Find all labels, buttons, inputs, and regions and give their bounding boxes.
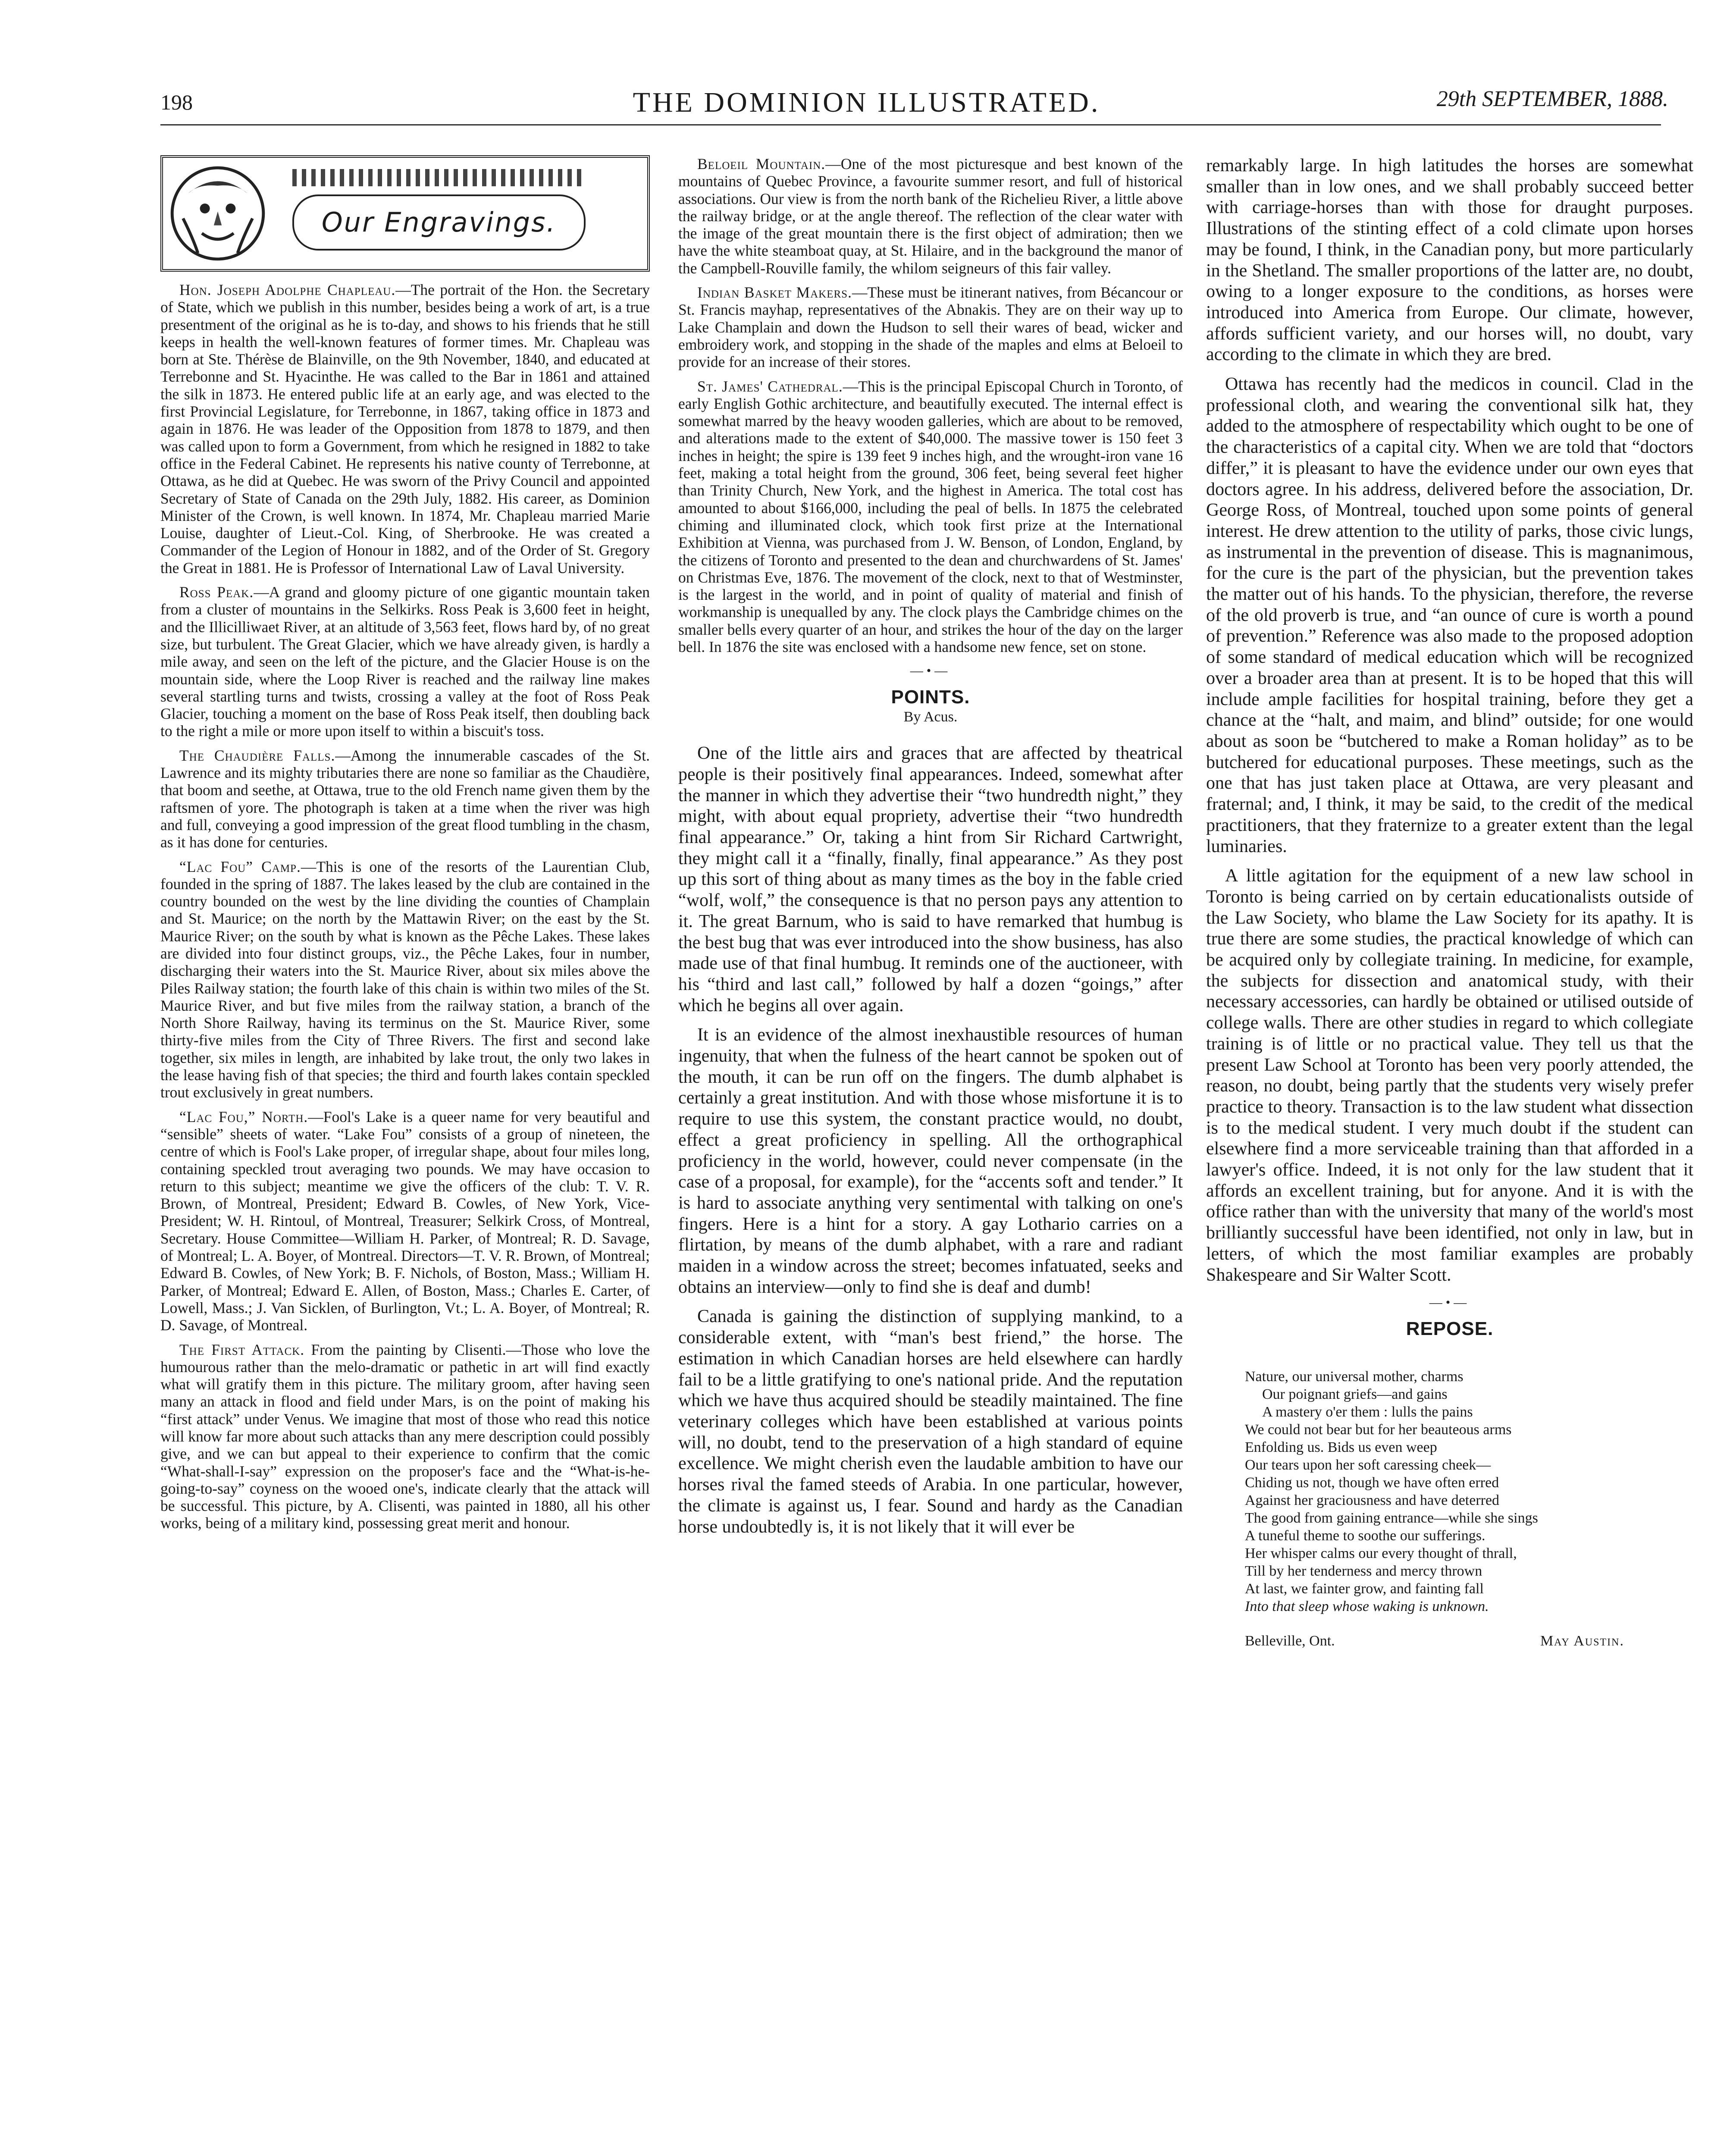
article-ross-peak [160, 583, 650, 740]
section-title-engravings: Our Engravings. [321, 206, 557, 238]
article-text: —These must be itinerant natives, from Bécancour or St. Francis mayhap, representatives of the Abnakis. They are on their way up to Lake Champlain and down the Hudson to sell their wares of bead, wicker and embroidery work, and stopping in the shade of the maples and elms at Beloeil to provide for an increase of their stores. [678, 284, 1183, 371]
article-lead: Indian Basket Makers. [697, 284, 852, 301]
issue-date: 29th SEPTEMBER, 1888. [1436, 87, 1668, 111]
column-3 [1206, 155, 1693, 1650]
poem-line: Nature, our universal mother, charms [1245, 1368, 1463, 1385]
poem-line: Into that sleep whose waking is unknown. [1245, 1598, 1489, 1614]
article-first-attack [160, 1341, 650, 1532]
article-lead: Ross Peak. [179, 583, 254, 601]
points-paragraph: Canada is gaining the distinction of supplying mankind, to a considerable extent, with “man's best friend,” the horse. The estimation in which Canadian horses are held elsewhere can hardly fail to be a little gratifying to one's national pride. And the reputation which we have thus acquired should be steadily maintained. The fine veterinary colleges which have been established at various points will, no doubt, tend to the preservation of a high standard of equine excellence. We might cherish even the laudable ambition to have our horses rival the famed steeds of Arabia. In one particular, however, the climate is against us, I fear. Sound and hardy as the Canadian horse undoubtedly is, it is not likely that it will ever be [678, 1307, 1183, 1537]
article-lac-fou-camp [160, 858, 650, 1101]
article-chaudiere-falls [160, 747, 650, 851]
points-paragraph: One of the little airs and graces that are affected by theatrical people is their positively final appearances. Indeed, somewhat after the manner in which they advertise their “two hundredth night,” they might, with about equal propriety, advertise their “two hundredth final appearance.” Or, taking a hint from Sir Richard Cartwright, they might call it a “finally, finally, final appearance.” As they post up this sort of thing about as many times as the boy in the fable cried “wolf, wolf,” the consequence is that no person pays any attention to it. The great Barnum, who is said to have remarked that humbug is the best bug that was ever introduced into the show business, has also made use of that final humbug. It reminds one of the auctioneer, with his “third and last call,” followed by half a dozen “goings,” after which he begins all over again. [678, 743, 1183, 1015]
engravings-plaque [292, 194, 586, 251]
poem-line: Till by her tenderness and mercy thrown [1245, 1563, 1482, 1579]
poem-line: A mastery o'er them : lulls the pains [1262, 1404, 1473, 1420]
article-lac-fou-north [160, 1108, 650, 1334]
jester-face-icon [168, 164, 267, 263]
poem-footer [1245, 1633, 1624, 1650]
poem-line: Our tears upon her soft caressing cheek— [1245, 1457, 1491, 1473]
article-text: —This is one of the resorts of the Laurentian Club, founded in the spring of 1887. The lakes leased by the club are contained in the country bounded on the west by the line dividing the counties of Champlain and St. Maurice; on the north by the Mattawin River; on the east by the St. Maurice River; on the south by what is known as the Pêche Lakes. These lakes are divided into four distinct groups, viz., the Pêche Lakes, four in number, discharging their waters into the St. Maurice River, about six miles above the Piles Railway station; the fourth lake of this chain is within two miles of the St. Maurice River, and but five miles from the railway station, a branch of the North Shore Railway, having its terminus on the St. Maurice River, some thirty-five miles from the City of Three Rivers. The first and second lake together, six miles in length, are inhabited by lake trout, the only two lakes in the lease having fish of that species; the third and fourth lakes contain speckled trout exclusively in great numbers. [160, 858, 650, 1101]
poem-line: Against her graciousness and have deterred [1245, 1492, 1500, 1508]
masthead: THE DOMINION ILLUSTRATED. [633, 87, 1100, 118]
points-paragraph: Ottawa has recently had the medicos in council. Clad in the professional cloth, and wearing the conventional silk hat, they added to the atmosphere of respectability which ought to be one of the characteristics of a capital city. When we are told that “doctors differ,” it is pleasant to have the evidence under our own eyes that doctors agree. In his address, delivered before the association, Dr. George Ross, of Montreal, touched upon some points of general interest. He drew attention to the utility of parks, those civic lungs, as instrumental in the prevention of disease. This is magnanimous, for the cure is the part of the physician, but the prevention takes the matter out of his hands. To the physician, therefore, the reverse of the old proverb is true, and “an ounce of cure is worth a pound of prevention.” Reference was also made to the proposed adoption of some standard of medical education which will be recognized over a broader area than at present. It is to be hoped that this will include ample facilities for hospital training, before they get a chance at the “halt, and maim, and blind” outside; for one would about as soon be “butchered to make a Roman holiday” as to be butchered for educational purposes. These meetings, such as the one that has just taken place at Ottawa, are very pleasant and fraternal; and, I think, it may be said, to the credit of the medical practitioners, that they fraternize to a greater extent than the legal luminaries. [1206, 374, 1693, 856]
article-lead: “Lac Fou” Camp. [179, 858, 301, 875]
points-paragraph: A little agitation for the equipment of a new law school in Toronto is being carried on by certain educationalists outside of the Law Society, who blame the Law Society for its apathy. It is true there are some studies, the practical knowledge of which can be acquired only by collegiate training. In medicine, for example, the subjects for dissection and anatomical study, with their necessary accessories, can hardly be obtained or utilised outside of college walls. There are other studies in regard to which collegiate training is of little or no practical value. They tell us that the present Law School at Toronto has been very poorly attended, the reason, no doubt, being partly that the students very wisely prefer practice to theory. Transaction is to the law student what dissection is to the medical student. I very much doubt if the student can elsewhere find a more serviceable training than that afforded in a lawyer's office. Indeed, it is not only for the law student that it affords an excellent training, but for anyone. And it is with the office rather than with the university that many of the world's most brilliantly successful have been identified, not only in law, but in letters, of which the most familiar examples are probably Shakespeare and Sir Walter Scott. [1206, 866, 1693, 1285]
article-lead: The Chaudière Falls. [179, 746, 335, 764]
column-1 [160, 155, 650, 1539]
greek-key-border [292, 169, 586, 186]
article-text: —The portrait of the Hon. the Secretary of State, which we publish in this number, besides being a work of art, is a true presentment of the original as he is to-day, and shows to his friends that he still keeps in health the well-known features of former times. Mr. Chapleau was born at Ste. Thérèse de Blainville, on the 9th November, 1840, and educated at Terrebonne and St. Hyacinthe. He was called to the Bar in 1861 and attained the silk in 1873. He entered public life at an early age, and was elected to the first Provincial Legislature, for Terrebonne, in 1867, taking office in 1873 and again in 1876. He was leader of the Opposition from 1878 to 1879, and then was called upon to form a Government, from which he resigned in 1882 to take office in the Federal Cabinet. He represents his native county of Terrebonne, at Ottawa, as he did at Quebec. He was sworn of the Privy Council and appointed Secretary of State of Canada on the 29th July, 1882. His career, as Dominion Minister of the Crown, is well known. In 1874, Mr. Chapleau married Marie Louise, daughter of Lieut.-Col. King, of Sherbrooke. He was created a Commander of the Legion of Honour in 1882, and of the Order of St. Gregory the Great in 1881. He is Professor of International Law of Laval University. [160, 281, 650, 577]
header-rule [160, 124, 1661, 125]
article-text: —One of the most picturesque and best known of the mountains of Quebec Province, a favourite summer resort, and full of historical associations. Our view is from the north bank of the Richelieu River, a little above the railway bridge, or at the angle thereof. The reflection of the clear water with the image of the great mountain there is the first object of admiration; then we have the white steamboat quay, at St. Hilaire, and in the background the manor of the Campbell-Rouville family, the whilom seigneurs of this fair valley. [678, 155, 1183, 277]
article-lead: St. James' Cathedral. [697, 377, 843, 395]
article-lead: The First Attack. [179, 1341, 305, 1358]
points-byline: By Acus. [903, 708, 958, 725]
poem-line: Enfolding us. Bids us even weep [1245, 1439, 1437, 1455]
engravings-header-ornament [160, 155, 650, 272]
poem-line: At last, we fainter grow, and fainting fall [1245, 1580, 1484, 1597]
poem-line: Our poignant griefs—and gains [1262, 1386, 1448, 1402]
poem-author: May Austin. [1540, 1633, 1624, 1649]
section-divider: —•— [1429, 1295, 1470, 1310]
section-divider: —•— [910, 664, 951, 678]
page-number: 198 [160, 90, 193, 114]
article-text: —This is the principal Episcopal Church in Toronto, of early English Gothic architecture, and beautifully executed. The internal effect is somewhat marred by the heavy wooden galleries, which are about to be removed, and alterations made to the extent of $40,000. The massive tower is 150 feet 3 inches in height; the spire is 139 feet 9 inches high, and the wrought-iron vane 16 feet, making a total height from the ground, 306 feet, being several feet higher than Trinity Church, New York, and the highest in America. The total cost has amounted to about $166,000, including the peal of bells. In 1875 the celebrated chiming and illuminated clock, which took first prize at the International Exhibition at Vienna, was purchased from J. W. Benson, of London, England, by the citizens of Toronto and presented to the dean and churchwardens of St. James' on Christmas Eve, 1876. The movement of the clock, next to that of Westminster, is the largest in the world, and in point of quality of material and finish of workmanship is unequalled by any. The clock plays the Cambridge chimes on the smaller bells every quarter of an hour, and strikes the hour of the day on the larger bell. In 1876 the site was enclosed with a handsome new fence, set on stone. [678, 377, 1183, 656]
article-st-james-cathedral [678, 378, 1183, 656]
poem-line: We could not bear but for her beauteous arms [1245, 1421, 1512, 1438]
points-paragraph: It is an evidence of the almost inexhaustible resources of human ingenuity, that when the fulness of the heart cannot be spoken out of the mouth, it can be run off on the fingers. The dumb alphabet is certainly a great institution. And with those whose misfortune it is to require to use this system, the constant practice would, no doubt, effect a great proficiency in spelling. All the orthographical proficiency in the world, however, could never compensate (in the case of a proposal, for example), for the “accents soft and tender.” It is hard to associate anything very sentimental with talking on one's fingers. Here is a hint for a story. A gay Lothario carries on a flirtation, by means of the dumb alphabet, with a rare and radiant maiden in a window across the street; becomes infatuated, seeks and obtains an interview—only to find she is deaf and dumb! [678, 1025, 1183, 1297]
article-chapleau [160, 281, 650, 577]
poem-line: The good from gaining entrance—while she sings [1245, 1510, 1538, 1526]
section-title-points: POINTS. [891, 686, 970, 708]
article-beloeil-mountain [678, 155, 1183, 277]
column-2 [678, 155, 1183, 1546]
points-paragraph: remarkably large. In high latitudes the horses are somewhat smaller than in low ones, and we shall probably succeed better with carriage-horses than with those for draught purposes. Illustrations of the stinting effect of a cold climate upon horses may be found, I think, in the Canadian pony, but more particularly in the Shetland. The smaller proportions of the latter are, no doubt, owing to a longer exposure to the conditions, as horses were introduced into America from Europe. Our climate, however, affords sufficient variety, and our horses will, no doubt, vary according to the climate in which they are bred. [1206, 156, 1693, 365]
article-text: From the painting by Clisenti.—Those who love the humourous rather than the melo-dramatic or pathetic in art will find exactly what will gratify them in this picture. The military groom, after having seen many an attack in flood and field under Mars, is on the point of making his “first attack” under Venus. We imagine that most of those who read this notice will know far more about such attacks than any mere description could possibly give, and we can but appeal to their experience to confirm that the comic “What-shall-I-say” expression on the proposer's face and the “What-is-he-going-to-say” coyness on the wooed one's, indicate clearly that the attack will be successful. This picture, by A. Clisenti, was painted in 1880, all his other works, being of a military kind, possessing great merit and honour. [160, 1341, 650, 1532]
poem-line: Chiding us not, though we have often erred [1245, 1474, 1499, 1491]
poem-repose [1245, 1368, 1693, 1615]
article-indian-basket-makers [678, 284, 1183, 370]
poem-place: Belleville, Ont. [1245, 1633, 1335, 1649]
article-lead: Hon. Joseph Adolphe Chapleau. [179, 281, 396, 298]
article-lead: “Lac Fou,” North. [179, 1108, 308, 1125]
poem-line: Her whisper calms our every thought of thrall, [1245, 1545, 1517, 1561]
article-text: —Fool's Lake is a queer name for very beautiful and “sensible” sheets of water. “Lake Fou” consists of a group of nineteen, the centre of which is Fool's Lake proper, of irregular shape, about four miles long, containing speckled trout averaging two pounds. We may have occasion to return to this subject; meantime we give the officers of the club: T. V. R. Brown, of Montreal, President; Edward B. Cowles, of New York, Vice-President; W. H. Rintoul, of Montreal, Treasurer; Selkirk Cross, of Montreal, Secretary. House Committee—William H. Parker, of Montreal; R. D. Savage, of Montreal; L. A. Boyer, of Montreal. Directors—T. V. R. Brown, of Montreal; Edward B. Cowles, of New York; B. F. Nichols, of Boston, Mass.; William H. Parker, of Montreal; Edward E. Allen, of Boston, Mass.; Charles E. Carter, of Lowell, Mass.; J. Van Sicklen, of Burlington, Vt.; L. A. Boyer, of Montreal; R. D. Savage, of Montreal. [160, 1108, 650, 1334]
article-lead: Beloeil Mountain. [697, 155, 826, 172]
section-title-repose: REPOSE. [1406, 1318, 1494, 1339]
poem-line: A tuneful theme to soothe our sufferings. [1245, 1527, 1485, 1544]
article-text: —Among the innumerable cascades of the St. Lawrence and its mighty tributaries there are none so familiar as the Chaudière, that boom and seethe, at Ottawa, true to the old French name given them by the raftsmen of yore. The photograph is taken at a time when the river was high and full, conveying a good impression of the great flood tumbling in the chasm, as it has done for centuries. [160, 746, 650, 851]
article-text: —A grand and gloomy picture of one gigantic mountain taken from a cluster of mountains in the Selkirks. Ross Peak is 3,600 feet in height, and the Illicilliwaet River, at an altitude of 3,563 feet, flows hard by, of no great size, but turbulent. The Great Glacier, which we have already given, is hardly a mile away, and seen on the left of the picture, and the Glacier House is on the mountain side, where the Loop River is reached and the railway line makes several startling turns and twists, crossing a valley at the foot of Ross Peak Glacier, touching a moment on the base of Ross Peak itself, then doubling back to the right a mile or more upon itself to within a biscuit's toss. [160, 583, 650, 740]
